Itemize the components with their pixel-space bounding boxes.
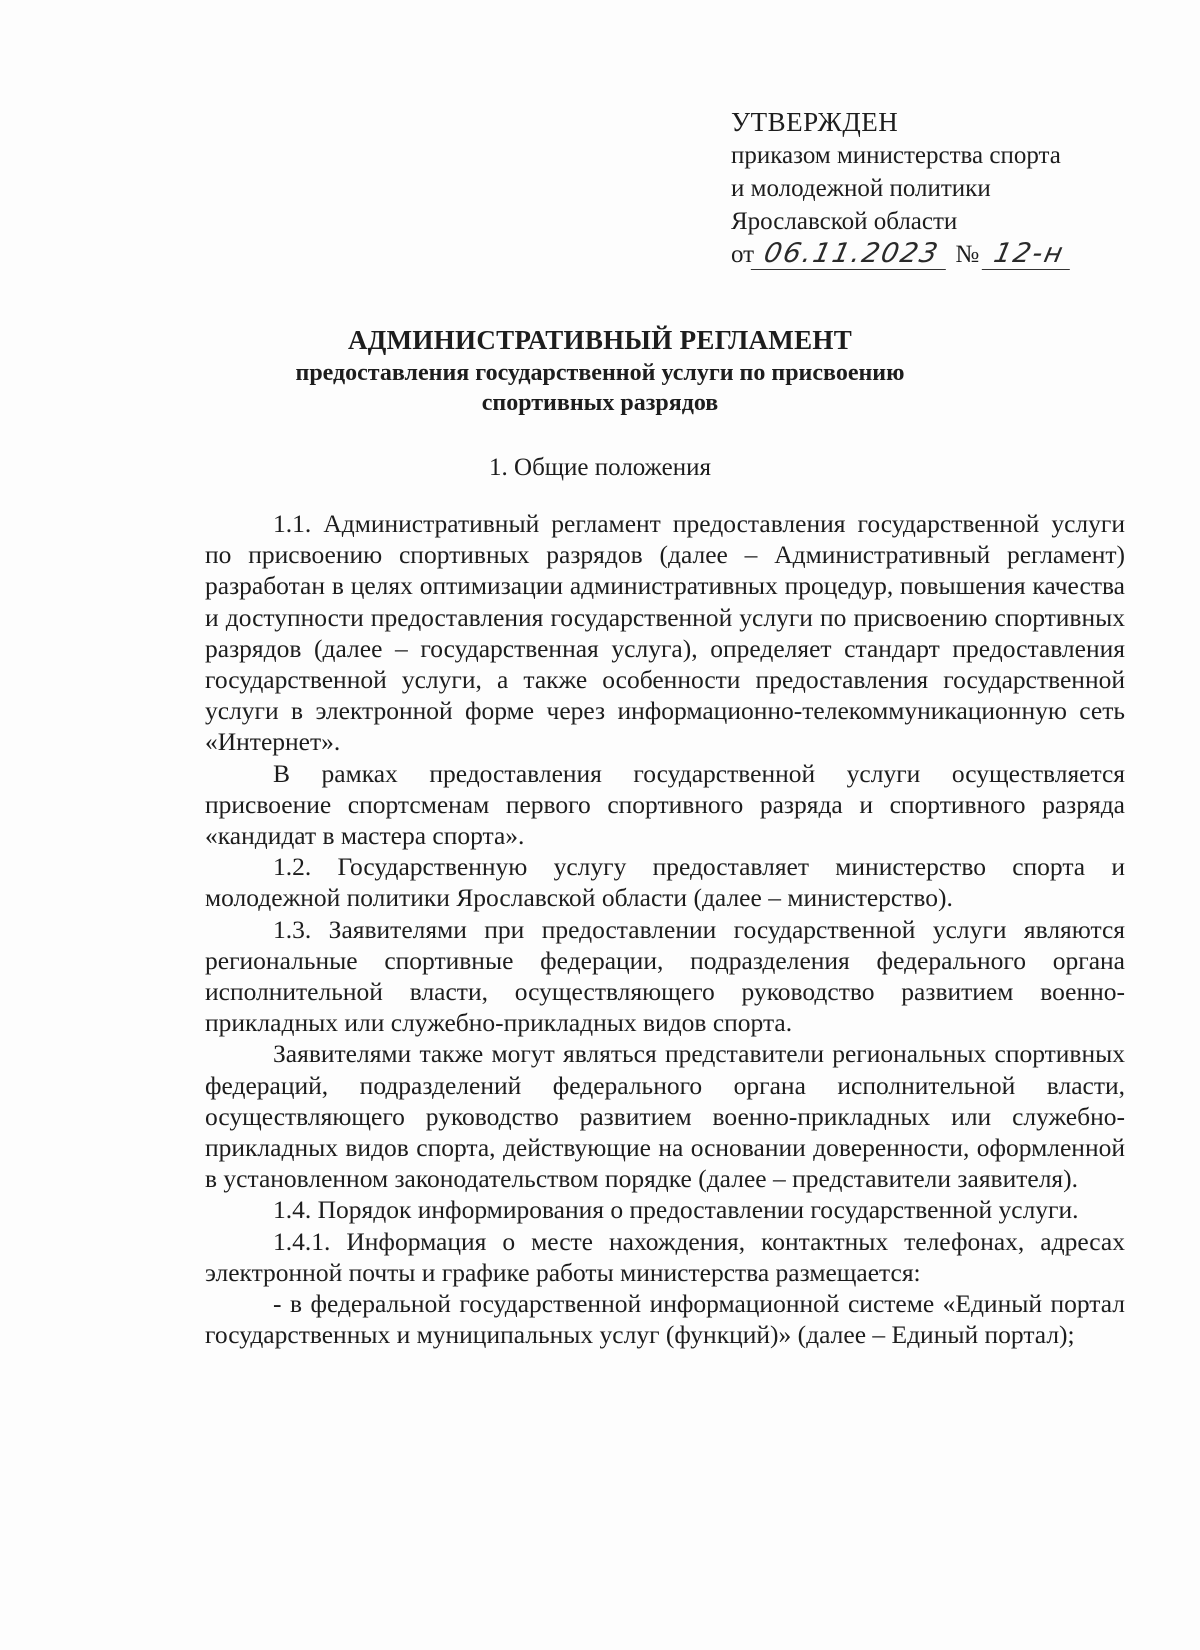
paragraph-1-1-cont: В рамках предоставления государственной услуги осуществляется присвоение спортсменам первого спортивного разряда и спортивного разряда «кандидат в мастера спорта». xyxy=(205,758,1125,851)
title-sub-line-2: спортивных разрядов xyxy=(481,390,719,416)
body-text xyxy=(205,508,1125,1350)
paragraph-1-2: 1.2. Государственную услугу предоставляет министерство спорта и молодежной политики Ярославской области (далее – министерство). xyxy=(205,852,1125,913)
title-main: АДМИНИСТРАТИВНЫЙ РЕГЛАМЕНТ xyxy=(347,325,853,355)
paragraph-1-3: 1.3. Заявителями при предоставлении государственной услуги являются региональные спортивные федерации, подразделения федерального органа исполнительной власти, осуществляющего руководство развитием военно-прикладных или служебно-прикладных видов спорта. xyxy=(205,914,1125,1038)
paragraph-1-1: 1.1. Административный регламент предоставления государственной услуги по присвоению спортивных разрядов (далее – Административный регламент) разработан в целях оптимизации административных процедур, повышения качества и доступности предоставления государственной услуги по присвоению спортивных разрядов (далее – государственная услуга), определяет стандарт предоставления государственной услуги, а также особенности предоставления государственной услуги в электронной форме через информационно-телекоммуникационную сеть «Интернет». xyxy=(205,509,1125,757)
number-prefix: № xyxy=(955,241,980,268)
handwritten-date: 06.11.2023 xyxy=(751,239,953,270)
handwritten-number: 12-н xyxy=(982,239,1077,270)
approval-block xyxy=(731,106,1151,274)
section-title: 1. Общие положения xyxy=(489,454,711,481)
paragraph-list-item: - в федеральной государственной информационной системе «Единый портал государственных и муниципальных услуг (функций)» (далее – Единый портал); xyxy=(205,1289,1125,1350)
paragraph-1-3-cont: Заявителями также могут являться представители региональных спортивных федераций, подразделений федерального органа исполнительной власти, осуществляющего руководство развитием военно-прикладных или служебно-прикладных видов спорта, действующие на основании доверенности, оформленной в установленном законодательством порядке (далее – представители заявителя). xyxy=(205,1039,1125,1194)
title-sub-line-1: предоставления государственной услуги по присвоению xyxy=(295,360,905,386)
approval-line-2: и молодежной политики xyxy=(731,175,991,202)
approval-line-1: приказом министерства спорта xyxy=(731,142,1061,169)
approval-date-number-row xyxy=(731,238,1151,274)
approval-line-3: Ярославской области xyxy=(731,208,958,235)
paragraph-1-4-1: 1.4.1. Информация о месте нахождения, контактных телефонах, адресах электронной почты и графике работы министерства размещается: xyxy=(205,1226,1125,1287)
paragraph-1-4: 1.4. Порядок информирования о предоставлении государственной услуги. xyxy=(273,1195,1079,1225)
date-prefix: от xyxy=(731,241,755,268)
approval-heading: УТВЕРЖДЕН xyxy=(731,107,899,137)
document-title xyxy=(0,322,1200,418)
